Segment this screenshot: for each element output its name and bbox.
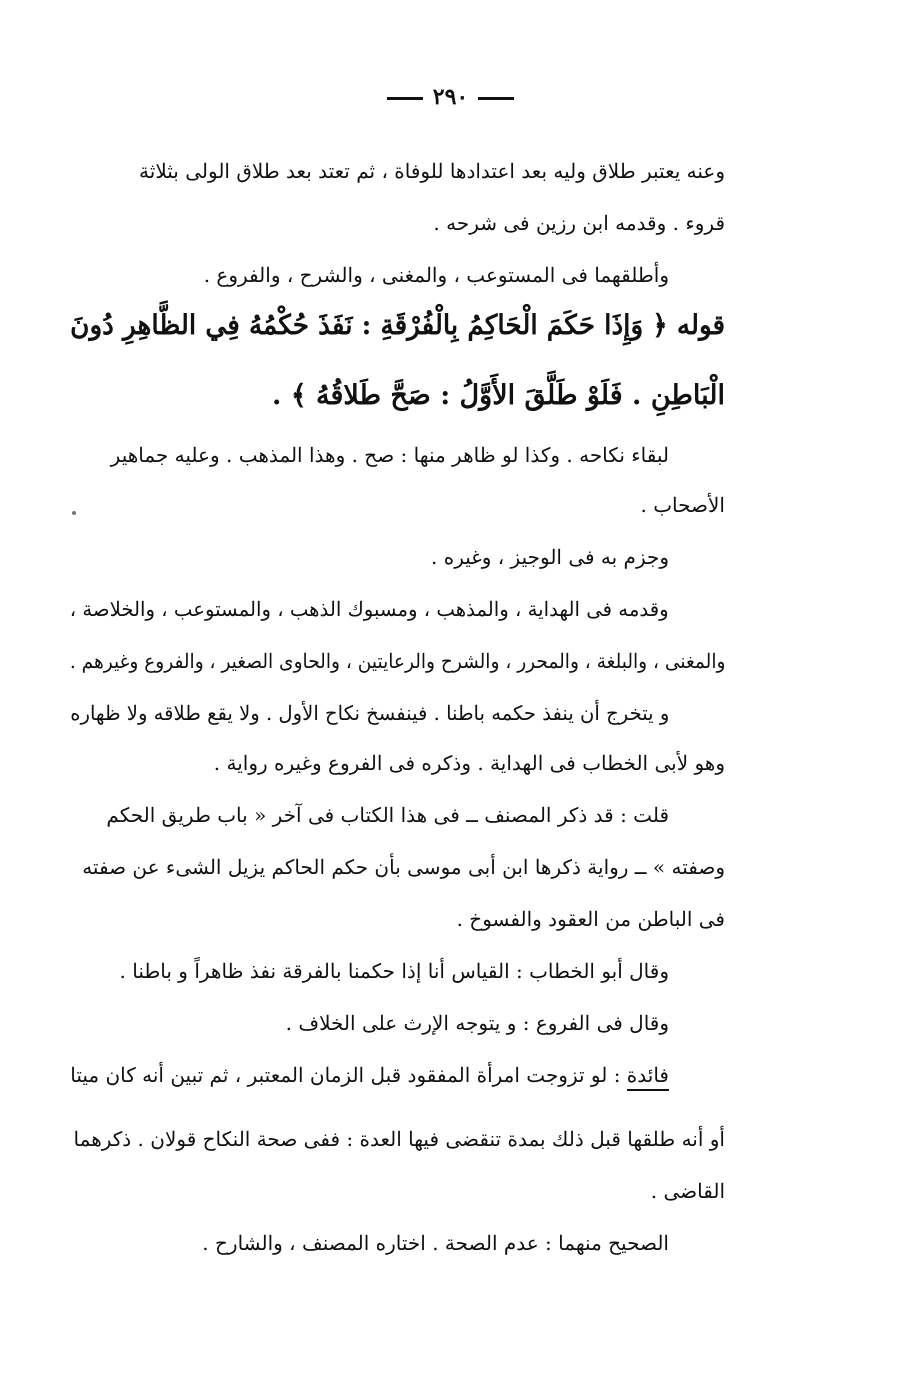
- text-line-12: وصفته » ــ رواية ذكرها ابن أبى موسى بأن حكم الحاكم يزيل الشىء عن صفته: [82, 855, 725, 879]
- text-line-5: الأصحاب .: [640, 493, 725, 517]
- faida-label: فائدة: [627, 1063, 669, 1091]
- verse-lead: قوله: [676, 310, 725, 341]
- text-line-18: الصحيح منهما : عدم الصحة . اختاره المصنف ، والشارح .: [202, 1231, 669, 1255]
- left-dash: [387, 97, 423, 100]
- text-line-6: وجزم به فى الوجيز ، وغيره .: [431, 545, 669, 569]
- text-line-3: وأطلقهما فى المستوعب ، والمغنى ، والشرح ، والفروع .: [203, 263, 669, 287]
- text-line-7: وقدمه فى الهداية ، والمذهب ، ومسبوك الذهب ، والمستوعب ، والخلاصة ،: [70, 597, 669, 621]
- text-line-17: القاضى .: [650, 1179, 725, 1203]
- verse-line-2: الْبَاطِنِ . فَلَوْ طَلَّقَ الأَوَّلُ : صَحَّ طَلاقُهُ ﴾ .: [272, 380, 725, 411]
- text-line-14: وقال أبو الخطاب : القياس أنا إذا حكمنا بالفرقة نفذ ظاهراً و باطنا .: [119, 959, 669, 983]
- page-number: [0, 84, 901, 110]
- text-line-11: قلت : قد ذكر المصنف ــ فى هذا الكتاب فى آخر « باب طريق الحكم: [106, 803, 669, 827]
- text-line-16: أو أنه طلقها قبل ذلك بمدة تنقضى فيها العدة : ففى صحة النكاح قولان . ذكرهما: [73, 1127, 725, 1151]
- right-dash: [478, 97, 514, 100]
- text-line-15: وقال فى الفروع : و يتوجه الإرث على الخلاف .: [285, 1011, 669, 1035]
- scan-speck: [72, 511, 76, 515]
- faida-text: : لو تزوجت امرأة المفقود قبل الزمان المعتبر ، ثم تبين أنه كان ميتا: [70, 1063, 627, 1087]
- verse-text-1: ﴿ وَإِذَا حَكَمَ الْحَاكِمُ بِالْفُرْقَةِ : نَفَذَ حُكْمُهُ فِي الظَّاهِرِ دُونَ: [70, 310, 668, 341]
- page-number-text: ٢٩٠: [432, 84, 469, 110]
- text-line-10: وهو لأبى الخطاب فى الهداية . وذكره فى الفروع وغيره رواية .: [213, 751, 725, 775]
- text-line-4: لبقاء نكاحه . وكذا لو ظاهر منها : صح . وهذا المذهب . وعليه جماهير: [110, 443, 669, 467]
- text-line-8: والمغنى ، والبلغة ، والمحرر ، والشرح والرعايتين ، والحاوى الصغير ، والفروع وغيرهم .: [69, 649, 725, 673]
- text-line-13: فى الباطن من العقود والفسوخ .: [456, 907, 725, 931]
- text-line-9: و يتخرج أن ينفذ حكمه باطنا . فينفسخ نكاح الأول . ولا يقع طلاقه ولا ظهاره: [69, 701, 669, 725]
- text-line-2: قروء . وقدمه ابن رزين فى شرحه .: [433, 211, 725, 235]
- faida-line: [70, 1060, 669, 1090]
- verse-line-1: [70, 306, 725, 346]
- text-line-1: وعنه يعتبر طلاق وليه بعد اعتدادها للوفاة ، ثم تعتد بعد طلاق الولى بثلاثة: [139, 159, 725, 183]
